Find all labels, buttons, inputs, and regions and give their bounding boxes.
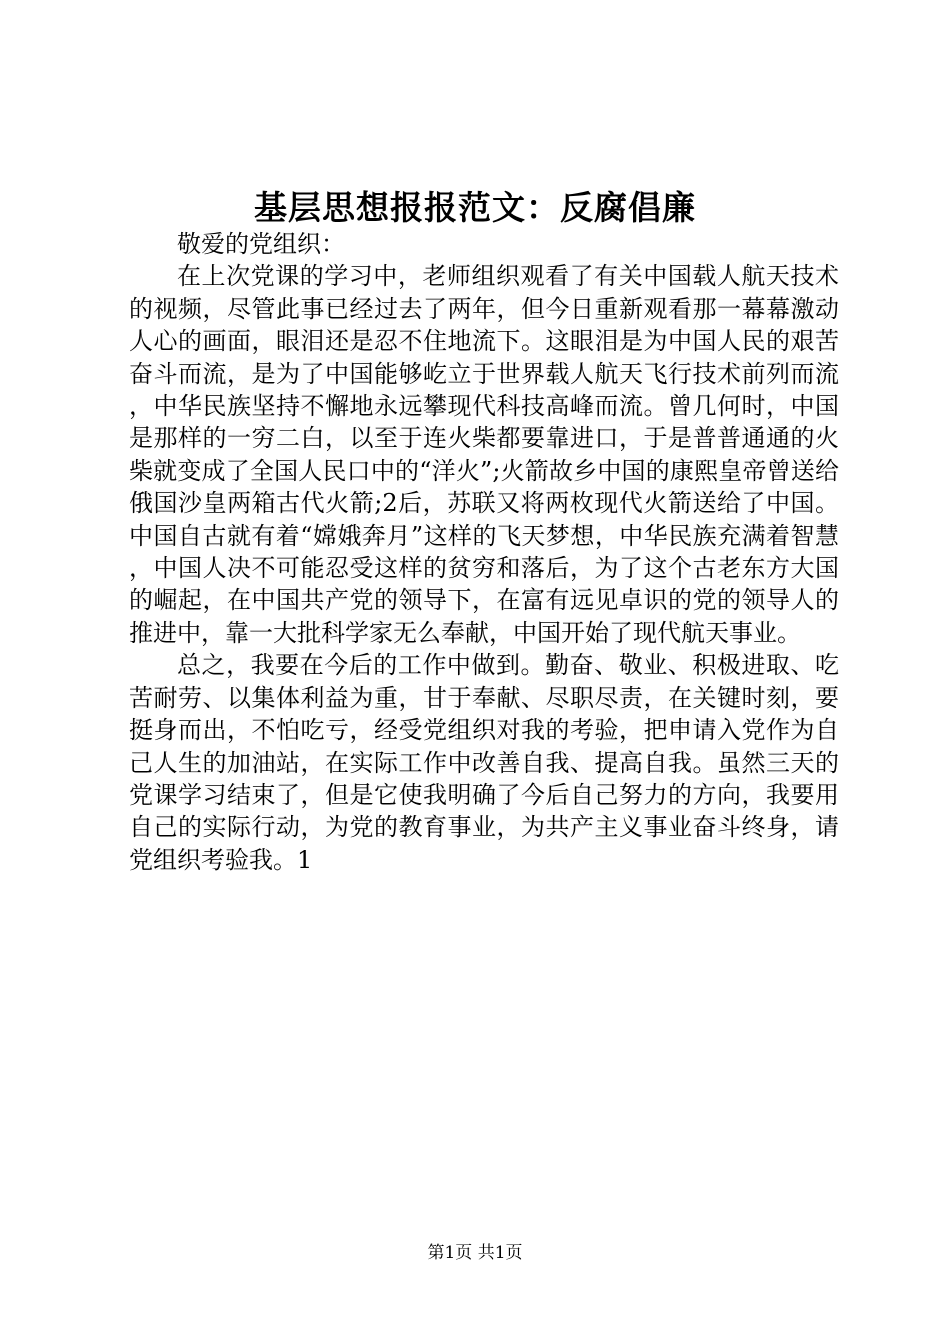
document-title: 基层思想报报范文：反腐倡廉 xyxy=(254,188,696,227)
salutation: 敬爱的党组织： xyxy=(177,230,345,258)
document-body xyxy=(129,228,839,876)
page-footer: 第1页 共1页 xyxy=(427,1243,523,1263)
paragraph-1: 在上次党课的学习中，老师组织观看了有关中国载人航天技术的视频，尽管此事已经过去了两年，但今日重新观看那一幕幕激动人心的画面，眼泪还是忍不住地流下。这眼泪是为中国人民的艰苦奋斗而流，是为了中国能够屹立于世界载人航天飞行技术前列而流，中华民族坚持不懈地永远攀现代科技高峰而流。曾几何时，中国是那样的一穷二白，以至于连火柴都要靠进口，于是普普通通的火柴就变成了全国人民口中的“洋火”;火箭故乡中国的康熙皇帝曾送给俄国沙皇两箱古代火箭;2后，苏联又将两枚现代火箭送给了中国。中国自古就有着“嫦娥奔月”这样的飞天梦想，中华民族充满着智慧，中国人决不可能忍受这样的贫穷和落后，为了这个古老东方大国的崛起，在中国共产党的领导下，在富有远见卓识的党的领导人的推进中，靠一大批科学家无么奉献，中国开始了现代航天事业。 xyxy=(129,262,839,647)
paragraph-2: 总之，我要在今后的工作中做到。勤奋、敬业、积极进取、吃苦耐劳、以集体利益为重，甘于奉献、尽职尽责，在关键时刻，要挺身而出，不怕吃亏，经受党组织对我的考验，把申请入党作为自己人生的加油站，在实际工作中改善自我、提高自我。虽然三天的党课学习结束了，但是它使我明确了今后自己努力的方向，我要用自己的实际行动，为党的教育事业，为共产主义事业奋斗终身，请党组织考验我。1 xyxy=(129,651,839,874)
